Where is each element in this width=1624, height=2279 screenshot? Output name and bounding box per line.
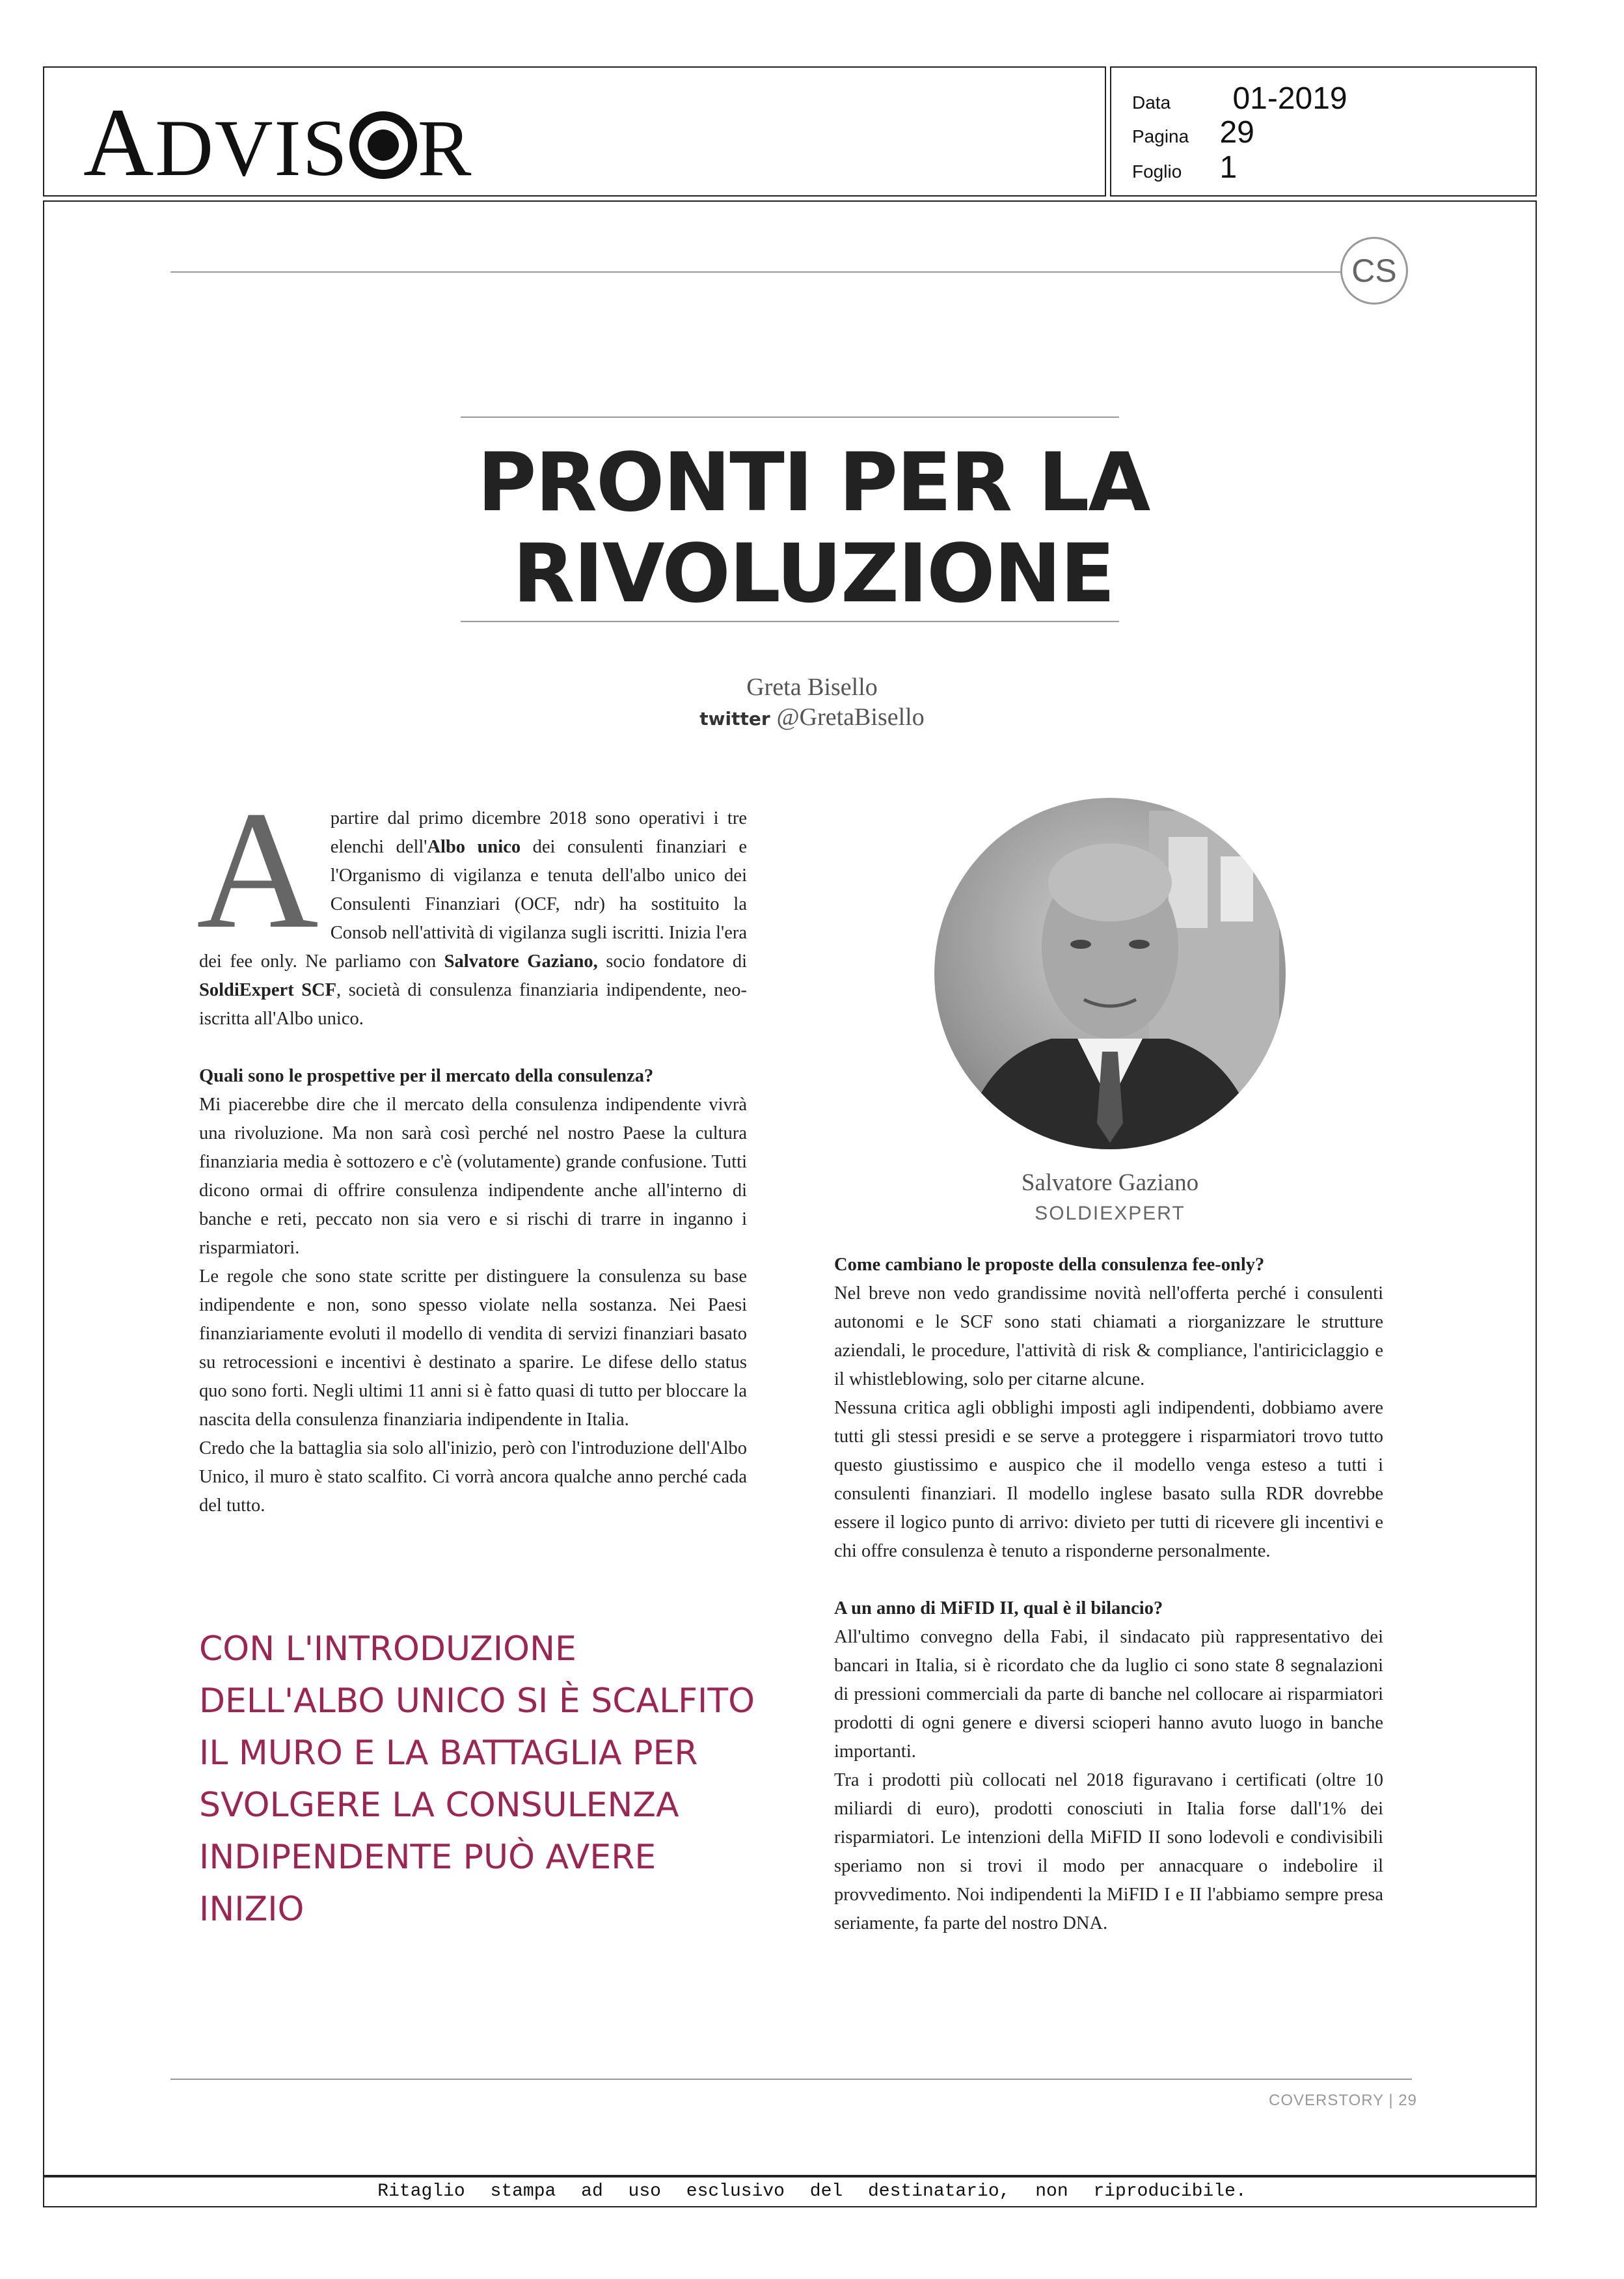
drop-cap: A xyxy=(196,776,319,964)
answer-3-p1: All'ultimo convegno della Fabi, il sindacato più rappresentativo dei bancari in Italia, si è ricordato che da luglio ci sono state 8 segnalazioni di pressioni commerciali da parte di banche nel collocare ai risparmiatori prodotti di ogni genere e diversi scioperi hanno avuto luogo in banche importanti. xyxy=(834,1627,1383,1762)
photo-caption-company: SOLDIEXPERT xyxy=(1035,1203,1185,1224)
header-logo-box xyxy=(43,66,1106,197)
top-rule xyxy=(170,271,1342,273)
pull-quote: CON L'INTRODUZIONE DELL'ALBO UNICO SI È SCALFITO IL MURO E LA BATTAGLIA PER SVOLGERE LA CONSULENZA INDIPENDENTE PUÒ AVERE INIZIO xyxy=(199,1630,755,1929)
meta-foglio-row xyxy=(1132,150,1237,185)
photo-caption-name: Salvatore Gaziano xyxy=(1021,1169,1199,1196)
clipping-notice: Ritaglio stampa ad uso esclusivo del destinatario, non riproducibile. xyxy=(377,2181,1247,2202)
advisor-logo: ADVIS R xyxy=(83,89,473,197)
pagina-value: 29 xyxy=(1219,115,1254,150)
data-value: 01-2019 xyxy=(1232,81,1347,116)
left-column xyxy=(196,776,747,1520)
meta-data-row xyxy=(1132,81,1347,116)
question-3: A un anno di MiFID II, qual è il bilancio? xyxy=(834,1598,1163,1618)
portrait-photo xyxy=(934,798,1286,1149)
intro-paragraph: A partire dal primo dicembre 2018 sono operativi i tre elenchi dell'Albo unico dei consulenti finanziari e l'Organismo di vigilanza e tenuta dell'albo unico dei Consulenti Finanziari (OCF, ndr) ha sostituito la Consob nell'attività di vigilanza sugli iscritti. Inizia l'era dei fee only. Ne parliamo con Salvatore Gaziano, socio fondatore di SoldiExpert SCF, società di consulenza finanziaria indipendente, neo-iscritta all'Albo unico. xyxy=(196,776,747,1029)
author-twitter xyxy=(0,703,1624,731)
question-1: Quali sono le prospettive per il mercato della consulenza? xyxy=(199,1066,654,1086)
question-2: Come cambiano le proposte della consulenza fee-only? xyxy=(834,1255,1265,1275)
title-line-2: RIVOLUZIONE xyxy=(512,527,1115,621)
header-meta-box xyxy=(1110,66,1537,197)
title-rule-bottom xyxy=(461,621,1119,622)
answer-2-p2: Nessuna critica agli obblighi imposti agli indipendenti, dobbiamo avere tutti gli stessi presidi e se serve a proteggere i risparmiatori trovo tutto questo giustissimo e auspico che il modello venga esteso a tutti i consulenti finanziari. Il modello inglese basato sulla RDR dovrebbe essere il logico punto di arrivo: divieto per tutti di ricevere gli incentivi e chi offre consulenza è tenuto a risponderne personalmente. xyxy=(834,1398,1383,1561)
foglio-label: Foglio xyxy=(1132,161,1182,182)
data-label: Data xyxy=(1132,92,1171,113)
logo-o-mark xyxy=(349,111,417,179)
answer-1-p2: Le regole che sono state scritte per distinguere la consulenza su base indipendente e non, sono spesso violate nella sostanza. Nei Paesi finanziariamente evoluti il modello di vendita di servizi finanziari basato su retrocessioni e incentivi è destinato a sparire. Le difese dello status quo sono forti. Negli ultimi 11 anni si è fatto quasi di tutto per bloccare la nascita della consulenza finanziaria indipendente in Italia. xyxy=(199,1266,747,1430)
page-footer: COVERSTORY | 29 xyxy=(1269,2092,1417,2109)
portrait-illustration xyxy=(934,798,1286,1149)
foglio-value: 1 xyxy=(1219,150,1238,185)
answer-1-p1: Mi piacerebbe dire che il mercato della consulenza indipendente vivrà una rivoluzione. Ma non sarà così perché nel nostro Paese la cultura finanziaria media è sottozero e c'è (volutamente) grande confusione. Tutti dicono ormai di offrire consulenza indipendente anche all'interno di banche e reti, peccato non sia vero e si rischi di trarre in inganno i risparmiatori. xyxy=(199,1095,747,1258)
bottom-rule xyxy=(170,2079,1412,2080)
twitter-logo: twitter xyxy=(699,708,770,730)
article-title xyxy=(390,437,1236,620)
right-column xyxy=(834,1251,1383,1938)
answer-2-p1: Nel breve non vedo grandissime novità nell'offerta perché i consulenti autonomi e le SCF sono stati chiamati a riorganizzare le strutture aziendali, le procedure, l'attività di risk & compliance, l'antiriciclaggio e il whistleblowing, solo per citarne alcune. xyxy=(834,1283,1383,1389)
author-name: Greta Bisello xyxy=(746,674,878,701)
pagina-label: Pagina xyxy=(1132,126,1189,146)
twitter-handle: @GretaBisello xyxy=(776,703,925,731)
title-rule-top xyxy=(461,416,1119,418)
answer-3-p2: Tra i prodotti più collocati nel 2018 figuravano i certificati (oltre 10 miliardi di euro), prodotti conosciuti in Italia forse dall'1% dei risparmiatori. Le intenzioni della MiFID II sono lodevoli e condivisibili speriamo non si trovi il modo per annacquare o indebolire il provvedimento. Noi indipendenti la MiFID I e II l'abbiamo sempre presa seriamente, fa parte del nostro DNA. xyxy=(834,1770,1383,1933)
meta-pagina-row xyxy=(1132,115,1254,150)
section-badge: CS xyxy=(1340,237,1408,305)
title-line-1: PRONTI PER LA xyxy=(477,436,1150,530)
answer-1-p3: Credo che la battaglia sia solo all'inizio, però con l'introduzione dell'Albo Unico, il muro è stato scalfito. Ci vorrà ancora qualche anno perché cada del tutto. xyxy=(199,1438,747,1516)
